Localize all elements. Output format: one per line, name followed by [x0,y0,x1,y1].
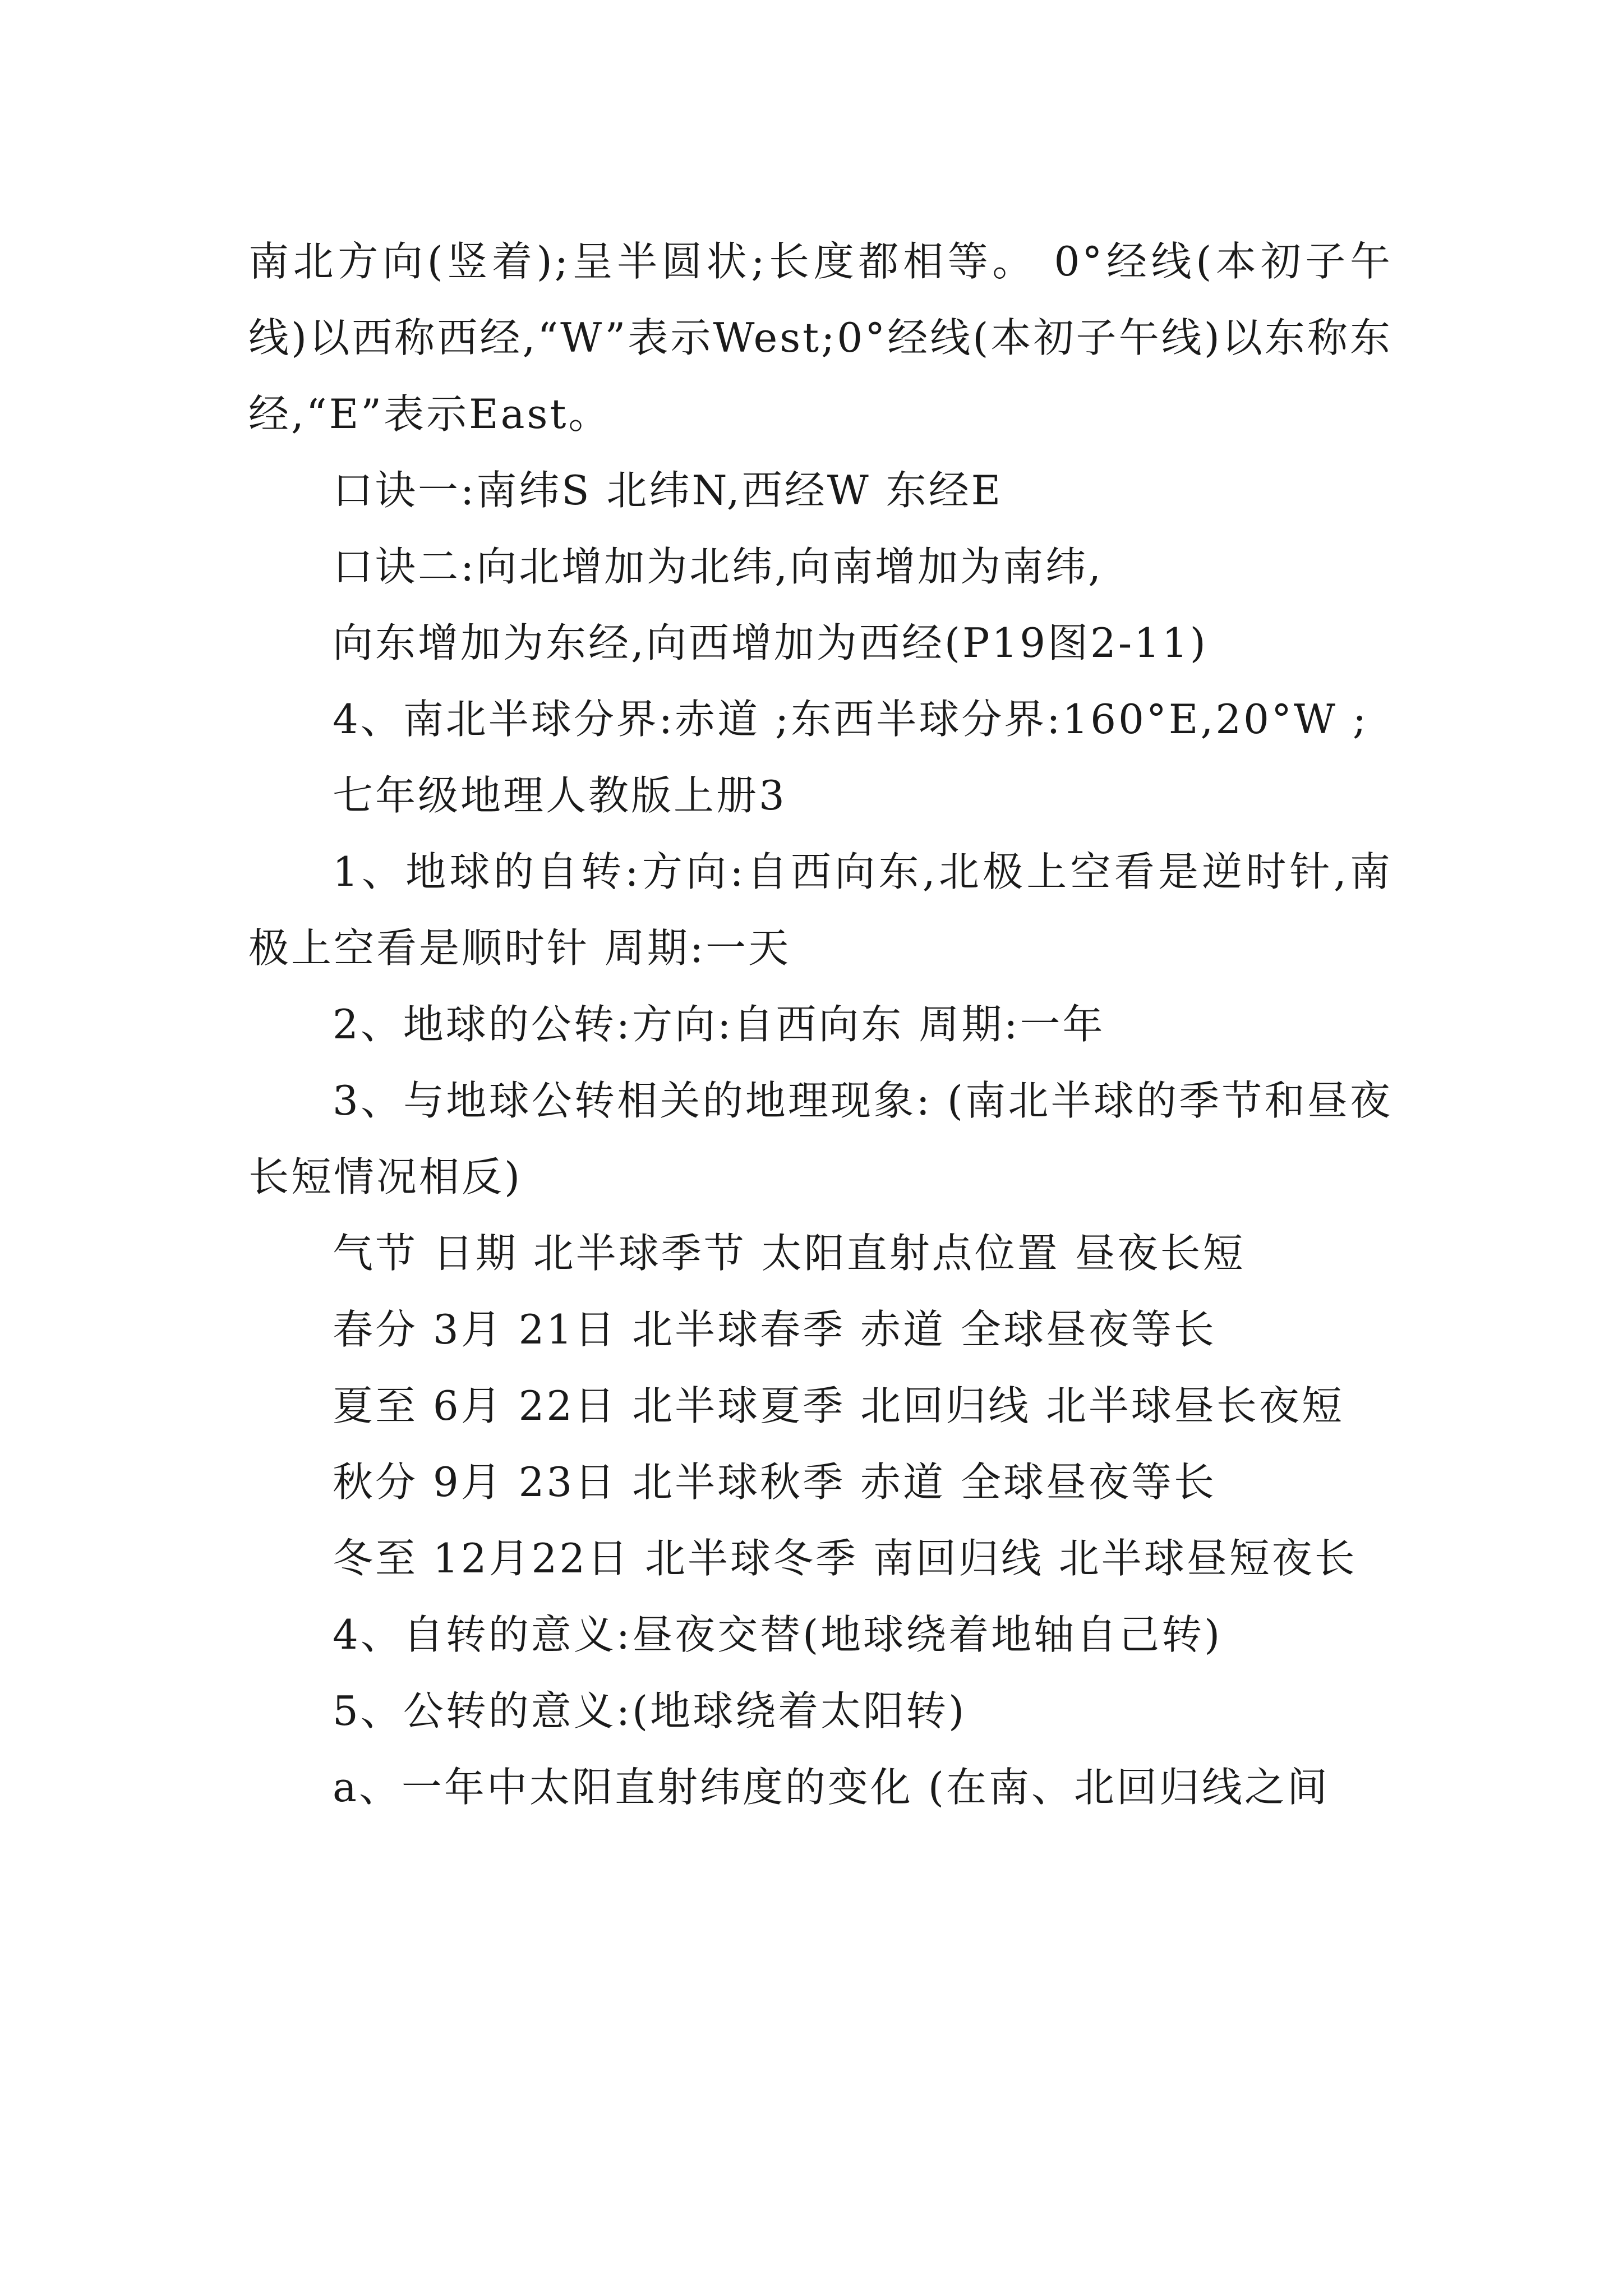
paragraph-revolution-phenomena: 3、与地球公转相关的地理现象: (南北半球的季节和昼夜长短情况相反) [248,1077,1393,1200]
paragraph-mnemonic-two: 口诀二:向北增加为北纬,向南增加为南纬, [333,543,1104,590]
paragraph-summer-solstice: 夏至 6月 22日 北半球夏季 北回归线 北半球昼长夜短 [333,1382,1344,1429]
paragraph-earth-rotation: 1、地球的自转:方向:自西向东,北极上空看是逆时针,南极上空看是顺时针 周期:一天 [248,848,1393,972]
paragraph-direct-sunlight-latitude: a、一年中太阳直射纬度的变化 (在南、北回归线之间 [333,1764,1330,1811]
paragraph-winter-solstice: 冬至 12月22日 北半球冬季 南回归线 北半球昼短夜长 [333,1535,1357,1582]
paragraph-revolution-significance: 5、公转的意义:(地球绕着太阳转) [333,1687,967,1734]
paragraph-earth-revolution: 2、地球的公转:方向:自西向东 周期:一年 [333,1001,1105,1048]
section-heading: 七年级地理人教版上册3 [333,772,787,819]
body-text [248,223,1393,1825]
paragraph-hemisphere-boundaries: 4、南北半球分界:赤道 ;东西半球分界:160°E,20°W ; [333,696,1369,743]
paragraph-mnemonic-one: 口诀一:南纬S 北纬N,西经W 东经E [333,467,1003,514]
paragraph-mnemonic-two-continued: 向东增加为东经,向西增加为西经(P19图2-11) [333,619,1208,666]
paragraph-rotation-significance: 4、自转的意义:昼夜交替(地球绕着地轴自己转) [333,1611,1223,1658]
paragraph-solar-terms-header: 气节 日期 北半球季节 太阳直射点位置 昼夜长短 [333,1230,1246,1277]
paragraph-meridian-description: 南北方向(竖着);呈半圆状;长度都相等。 0°经线(本初子午线)以西称西经,“W”表示West;0°经线(本初子午线)以东称东经,“E”表示East。 [248,238,1393,438]
paragraph-spring-equinox: 春分 3月 21日 北半球春季 赤道 全球昼夜等长 [333,1306,1216,1353]
paragraph-autumn-equinox: 秋分 9月 23日 北半球秋季 赤道 全球昼夜等长 [333,1458,1216,1506]
